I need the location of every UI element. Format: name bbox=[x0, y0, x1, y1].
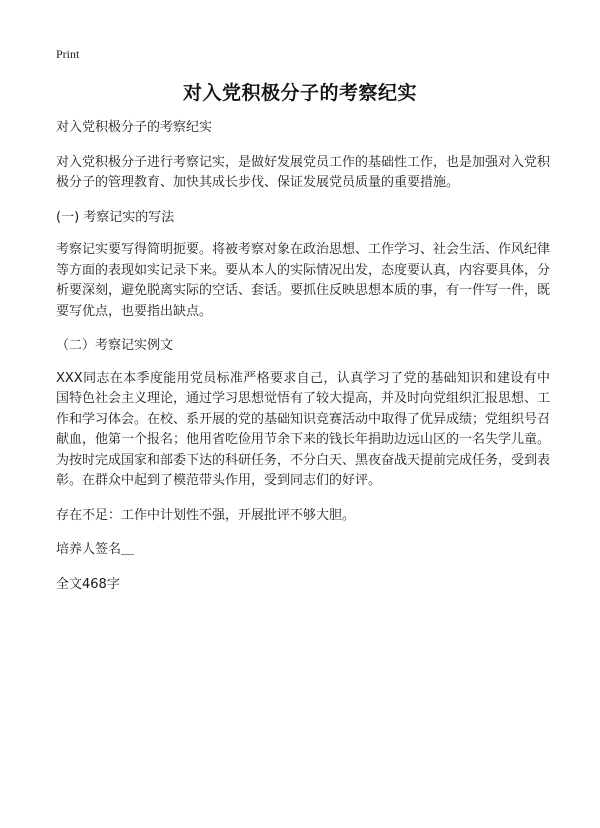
article-body bbox=[56, 118, 550, 609]
signature-line: 培养人签名＿ bbox=[56, 542, 135, 557]
word-count: 全文468字 bbox=[56, 576, 120, 592]
intro-paragraph: 对入党积极分子进行考察记实，是做好发展党员工作的基础性工作，也是加强对入党积极分子的管理教育、加快其成长步伐、保证发展党员质量的重要措施。 bbox=[56, 154, 551, 190]
section1-heading: (一) 考察记实的写法 bbox=[56, 209, 175, 225]
article-subtitle: 对入党积极分子的考察纪实 bbox=[56, 120, 213, 135]
section1-paragraph: 考察记实要写得简明扼要。将被考察对象在政治思想、工作学习、社会生活、作风纪律等方面的表现如实记录下来。要从本人的实际情况出发，态度要认真，内容要具体，分析要深刻，避免脱离实际的空话、套话。要抓住反映思想本质的事，有一件写一件，既要写优点，也要指出缺点。 bbox=[56, 242, 551, 319]
section2-paragraph: XXX同志在本季度能用党员标准严格要求自己，认真学习了党的基础知识和建设有中国特色社会主义理论，通过学习思想觉悟有了较大提高，并及时向党组织汇报思想、工作和学习体会。在校、系开展的党的基础知识竞赛活动中取得了优异成绩；党组织号召献血，他第一个报名；他用省吃俭用节余下来的钱长年捐助边远山区的一名失学儿童。为按时完成国家和部委下达的科研任务，不分白天、黑夜奋战天提前完成任务，受到表彰。在群众中起到了模范带头作用，受到同志们的好评。 bbox=[56, 370, 551, 488]
print-link[interactable]: Print bbox=[56, 47, 80, 61]
shortcomings-paragraph: 存在不足：工作中计划性不强，开展批评不够大胆。 bbox=[56, 507, 356, 523]
article-title: 对入党积极分子的考察纪实 bbox=[182, 82, 417, 104]
section2-heading: （二）考察记实例文 bbox=[56, 338, 174, 353]
